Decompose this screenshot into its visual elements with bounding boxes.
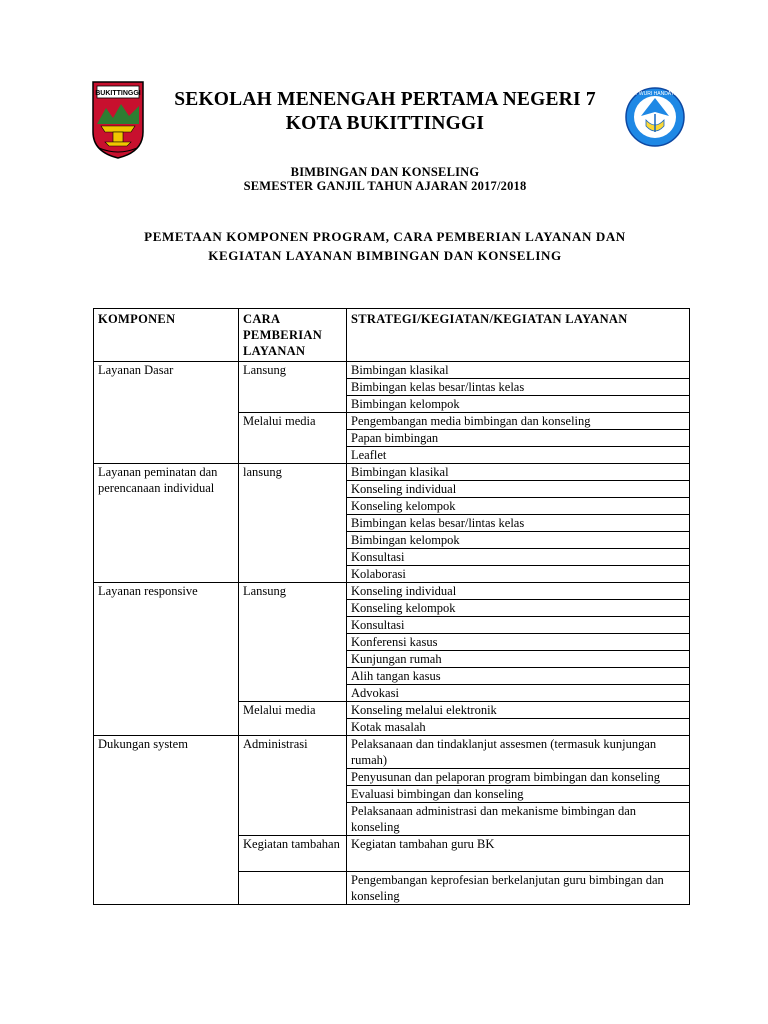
header-strategi-kegiatan: STRATEGI/KEGIATAN/KEGIATAN LAYANAN xyxy=(347,309,690,362)
cara-cell: Melalui media xyxy=(239,702,347,736)
komponen-cell: Layanan Dasar xyxy=(94,362,239,464)
kegiatan-cell: Alih tangan kasus xyxy=(347,668,690,685)
kegiatan-cell: Bimbingan klasikal xyxy=(347,464,690,481)
school-name xyxy=(150,88,620,136)
kegiatan-cell: Konsultasi xyxy=(347,617,690,634)
komponen-cell: Dukungan system xyxy=(94,736,239,905)
cara-cell: lansung xyxy=(239,464,347,583)
subheading-line1: BIMBINGAN DAN KONSELING xyxy=(290,165,480,179)
kegiatan-cell: Pengembangan keprofesian berkelanjutan guru bimbingan dan konseling xyxy=(347,872,690,905)
kegiatan-cell: Evaluasi bimbingan dan konseling xyxy=(347,786,690,803)
svg-text:TUT WURI HANDAYANI: TUT WURI HANDAYANI xyxy=(627,91,683,97)
kegiatan-cell: Pengembangan media bimbingan dan konseling xyxy=(347,413,690,430)
kegiatan-cell: Penyusunan dan pelaporan program bimbingan dan konseling xyxy=(347,769,690,786)
cara-cell: Lansung xyxy=(239,362,347,413)
table-row xyxy=(94,362,690,379)
document-title xyxy=(80,227,690,265)
kegiatan-cell: Pelaksanaan dan tindaklanjut assesmen (termasuk kunjungan rumah) xyxy=(347,736,690,769)
kegiatan-cell: Konseling individual xyxy=(347,481,690,498)
title-line2: KEGIATAN LAYANAN BIMBINGAN DAN KONSELING xyxy=(208,248,562,263)
cara-cell-empty xyxy=(239,872,347,905)
table-header-row xyxy=(94,309,690,362)
school-name-line1: SEKOLAH MENENGAH PERTAMA NEGERI 7 xyxy=(174,89,596,110)
kegiatan-cell: Konseling melalui elektronik xyxy=(347,702,690,719)
cara-cell: Administrasi xyxy=(239,736,347,836)
subheading-line2: SEMESTER GANJIL TAHUN AJARAN 2017/2018 xyxy=(243,179,527,193)
kegiatan-cell: Kolaborasi xyxy=(347,566,690,583)
cara-cell: Melalui media xyxy=(239,413,347,464)
kegiatan-cell: Leaflet xyxy=(347,447,690,464)
kegiatan-cell: Bimbingan kelas besar/lintas kelas xyxy=(347,515,690,532)
kegiatan-cell: Bimbingan klasikal xyxy=(347,362,690,379)
table-row xyxy=(94,736,690,769)
komponen-cell: Layanan responsive xyxy=(94,583,239,736)
kegiatan-cell: Bimbingan kelas besar/lintas kelas xyxy=(347,379,690,396)
kegiatan-cell: Konseling individual xyxy=(347,583,690,600)
document-subheading xyxy=(100,165,670,193)
title-line1: PEMETAAN KOMPONEN PROGRAM, CARA PEMBERIAN LAYANAN DAN xyxy=(144,229,626,244)
header-cara-pemberian: CARA PEMBERIAN LAYANAN xyxy=(239,309,347,362)
program-mapping-table xyxy=(93,308,690,905)
kegiatan-cell: Kotak masalah xyxy=(347,719,690,736)
bukittinggi-crest-icon xyxy=(91,80,145,160)
kegiatan-cell: Advokasi xyxy=(347,685,690,702)
kegiatan-cell: Bimbingan kelompok xyxy=(347,396,690,413)
kegiatan-cell: Konseling kelompok xyxy=(347,498,690,515)
header-komponen: KOMPONEN xyxy=(94,309,239,362)
svg-text:BUKITTINGGI: BUKITTINGGI xyxy=(95,90,141,97)
kegiatan-cell: Pelaksanaan administrasi dan mekanisme bimbingan dan konseling xyxy=(347,803,690,836)
school-name-line2: KOTA BUKITTINGGI xyxy=(285,113,485,134)
cara-cell: Kegiatan tambahan xyxy=(239,836,347,872)
kegiatan-cell: Konferensi kasus xyxy=(347,634,690,651)
table-row xyxy=(94,583,690,600)
kegiatan-cell: Kunjungan rumah xyxy=(347,651,690,668)
tut-wuri-handayani-logo-icon xyxy=(624,86,686,148)
kegiatan-cell: Bimbingan kelompok xyxy=(347,532,690,549)
table-row xyxy=(94,464,690,481)
kegiatan-cell: Konseling kelompok xyxy=(347,600,690,617)
cara-cell: Lansung xyxy=(239,583,347,702)
kegiatan-cell: Konsultasi xyxy=(347,549,690,566)
komponen-cell: Layanan peminatan dan perencanaan individual xyxy=(94,464,239,583)
kegiatan-cell: Papan bimbingan xyxy=(347,430,690,447)
kegiatan-cell: Kegiatan tambahan guru BK xyxy=(347,836,690,872)
